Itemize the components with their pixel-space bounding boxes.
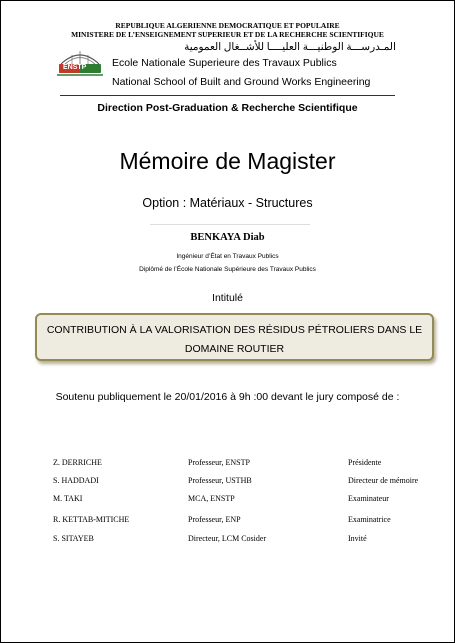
author-credential-2: Diplômé de l’École Nationale Supérieure des Travaux Publics [139, 266, 316, 273]
author-credential-1: Ingénieur d’État en Travaux Publics [176, 253, 279, 260]
header-divider [60, 95, 395, 96]
jury-name: M. TAKI [53, 494, 83, 503]
jury-name: S. HADDADI [53, 476, 99, 485]
school-name-arabic: المـدرســـة الوطنيـــة العليــــا للأشــغال العمومية [184, 42, 396, 53]
jury-role: Invité [348, 534, 367, 543]
republic-line: REPUBLIQUE ALGERIENNE DEMOCRATIQUE ET POPULAIRE [115, 21, 340, 30]
thesis-title: CONTRIBUTION À LA VALORISATION DES RÉSIDUS PÉTROLIERS DANS LE DOMAINE ROUTIER [46, 324, 423, 355]
jury-row [0, 494, 455, 508]
jury-row [0, 534, 455, 548]
jury-role: Examinateur [348, 494, 389, 503]
ministry-line: MINISTERE DE L’ENSEIGNEMENT SUPERIEUR ET DE LA RECHERCHE SCIENTIFIQUE [71, 30, 384, 39]
enstp-logo-graphic [55, 48, 105, 78]
school-name-english: National School of Built and Ground Works Engineering [112, 76, 371, 88]
defense-statement: Soutenu publiquement le 20/01/2016 à 9h :00 devant le jury composé de : [55, 391, 400, 403]
jury-role: Présidente [348, 458, 382, 467]
jury-name: Z. DERRICHE [53, 458, 102, 467]
intitule-label: Intitulé [212, 292, 243, 304]
jury-role: Directeur de mémoire [348, 476, 419, 485]
jury-position: MCA, ENSTP [188, 494, 235, 503]
jury-position: Professeur, ENP [188, 515, 241, 524]
jury-position: Professeur, USTHB [188, 476, 252, 485]
logo-text: ENSTP [63, 64, 87, 71]
jury-row [0, 515, 455, 529]
document-title: Mémoire de Magister [119, 148, 336, 174]
author-divider [150, 224, 310, 225]
jury-position: Directeur, LCM Cosider [188, 534, 267, 543]
author-name: BENKAYA Diab [190, 232, 265, 243]
jury-row [0, 476, 455, 490]
jury-role: Examinatrice [348, 515, 391, 524]
enstp-logo [55, 48, 105, 78]
jury-name: R. KETTAB-MITICHE [53, 515, 130, 524]
direction-line: Direction Post-Graduation & Recherche Scientifique [97, 102, 358, 114]
jury-name: S. SITAYEB [53, 534, 94, 543]
option-line: Option : Matériaux - Structures [142, 196, 313, 210]
school-name-french: Ecole Nationale Superieure des Travaux Publics [112, 57, 337, 69]
jury-position: Professeur, ENSTP [188, 458, 250, 467]
jury-row [0, 458, 455, 472]
thesis-title-box [35, 313, 434, 361]
